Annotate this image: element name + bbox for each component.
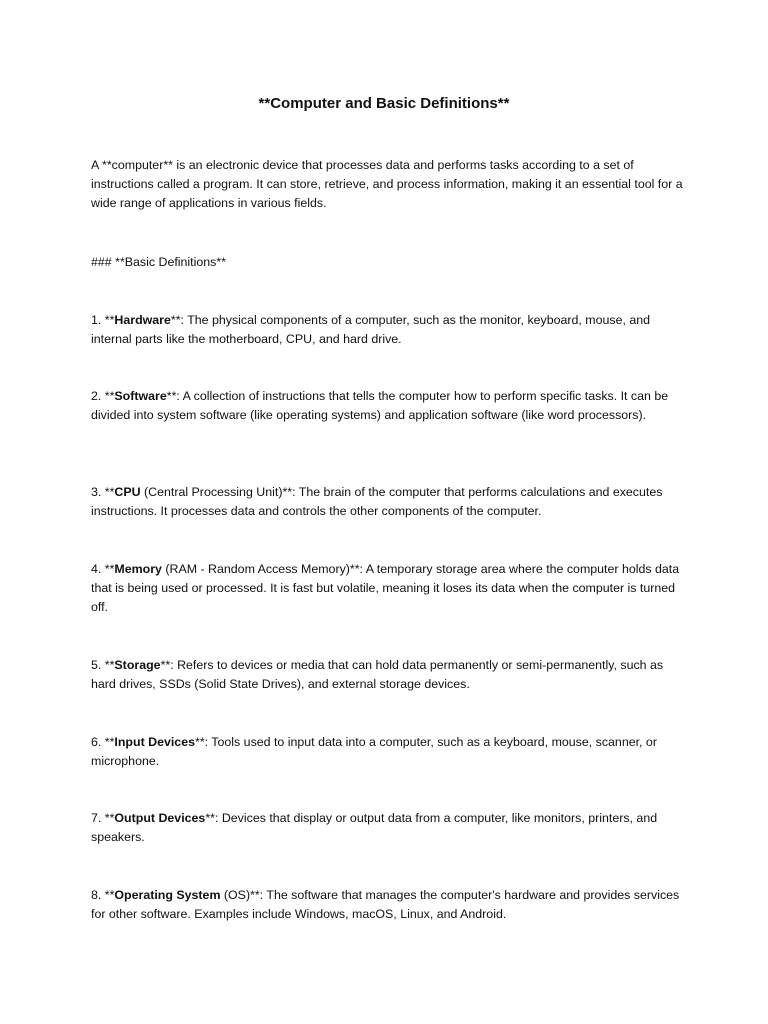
definition-text: **: Devices that display or output data from a computer, like monitors, printers, and speakers. bbox=[91, 811, 658, 844]
definition-item bbox=[91, 483, 685, 521]
definition-item bbox=[91, 311, 685, 349]
definition-prefix: 4. ** bbox=[91, 562, 115, 576]
definition-term: Hardware bbox=[114, 313, 171, 327]
definition-term: Operating System bbox=[114, 888, 221, 902]
definition-prefix: 2. ** bbox=[91, 389, 115, 403]
definition-text: **: The physical components of a computer, such as the monitor, keyboard, mouse, and internal parts like the motherboard, CPU, and hard drive. bbox=[91, 313, 651, 346]
definition-term-suffix: (Central Processing Unit) bbox=[140, 485, 283, 499]
definition-item bbox=[91, 733, 685, 771]
definition-item bbox=[91, 387, 685, 425]
definition-term: Software bbox=[114, 389, 167, 403]
definition-text: **: The software that manages the computer's hardware and provides services for other software. Examples include Windows, macOS, Linux, and Android. bbox=[91, 888, 680, 921]
definition-term: CPU bbox=[114, 485, 141, 499]
definition-text: **: A temporary storage area where the computer holds data that is being used or processed. It is fast but volatile, meaning it loses its data when the computer is turned off. bbox=[91, 562, 680, 614]
definition-prefix: 6. ** bbox=[91, 735, 115, 749]
definition-prefix: 1. ** bbox=[91, 313, 115, 327]
definition-prefix: 5. ** bbox=[91, 658, 115, 672]
definition-prefix: 3. ** bbox=[91, 485, 115, 499]
intro-paragraph: A **computer** is an electronic device that processes data and performs tasks according to a set of instructions called a program. It can store, retrieve, and process information, making it an essential tool for a wide range of applications in various fields. bbox=[91, 158, 683, 210]
definition-term: Input Devices bbox=[114, 735, 195, 749]
definition-item bbox=[91, 809, 685, 847]
page-title: **Computer and Basic Definitions** bbox=[258, 95, 510, 112]
definition-text: **: Refers to devices or media that can hold data permanently or semi-permanently, such as hard drives, SSDs (Solid State Drives), and external storage devices. bbox=[91, 658, 664, 691]
definition-term-suffix: (OS) bbox=[220, 888, 251, 902]
definition-text: **: The brain of the computer that performs calculations and executes instructions. It processes data and controls the other components of the computer. bbox=[91, 485, 663, 518]
section-heading: ### **Basic Definitions** bbox=[91, 255, 226, 269]
definition-item bbox=[91, 886, 685, 924]
definition-term: Output Devices bbox=[114, 811, 206, 825]
definition-item bbox=[91, 656, 685, 694]
definition-term-suffix: (RAM - Random Access Memory) bbox=[161, 562, 350, 576]
definition-item bbox=[91, 560, 685, 617]
definition-text: **: A collection of instructions that tells the computer how to perform specific tasks. It can be divided into system software (like operating systems) and application software (like word processors). bbox=[91, 389, 669, 422]
definition-term: Memory bbox=[114, 562, 162, 576]
definition-term: Storage bbox=[114, 658, 161, 672]
definition-prefix: 7. ** bbox=[91, 811, 115, 825]
definition-prefix: 8. ** bbox=[91, 888, 115, 902]
definition-text: **: Tools used to input data into a computer, such as a keyboard, mouse, scanner, or microphone. bbox=[91, 735, 657, 768]
